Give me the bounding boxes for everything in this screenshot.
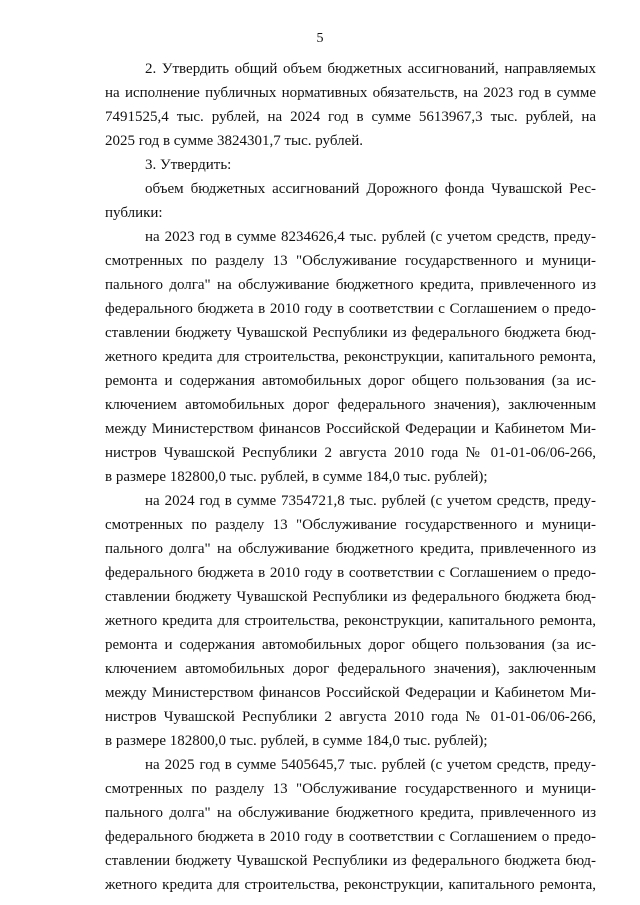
text-line: смотренных по разделу 13 "Обслуживание государственного и муници- [105, 517, 596, 533]
text-line: на 2023 год в сумме 8234626,4 тыс. рублей (с учетом средств, преду- [145, 229, 596, 245]
text-line: 2025 год в сумме 3824301,7 тыс. рублей. [105, 133, 364, 149]
text-line: нистров Чувашской Республики 2 августа 2010 года № 01-01-06/06-266, [105, 445, 596, 461]
text-line: 2. Утвердить общий объем бюджетных ассигнований, направляемых [145, 61, 596, 77]
text-line: в размере 182800,0 тыс. рублей, в сумме 184,0 тыс. рублей); [105, 469, 488, 485]
text-line: федерального бюджета в 2010 году в соответствии с Соглашением о предо- [105, 301, 596, 317]
text-line: публики: [105, 205, 163, 221]
text-line: в размере 182800,0 тыс. рублей, в сумме 184,0 тыс. рублей); [105, 733, 488, 749]
document-body [105, 57, 596, 897]
page-number: 5 [316, 31, 324, 46]
text-line: 3. Утвердить: [145, 157, 232, 173]
text-line: жетного кредита для строительства, реконструкции, капитального ремонта, [105, 877, 596, 893]
text-line: на 2024 год в сумме 7354721,8 тыс. рублей (с учетом средств, преду- [145, 493, 596, 509]
text-line: объем бюджетных ассигнований Дорожного фонда Чувашской Рес- [145, 181, 596, 197]
text-line: ключением автомобильных дорог федерального значения), заключенным [105, 397, 596, 413]
text-line: ключением автомобильных дорог федерального значения), заключенным [105, 661, 596, 677]
text-line: 7491525,4 тыс. рублей, на 2024 год в сумме 5613967,3 тыс. рублей, на [105, 109, 596, 125]
text-line: между Министерством финансов Российской Федерации и Кабинетом Ми- [105, 421, 596, 437]
text-line: ставлении бюджету Чувашской Республики из федерального бюджета бюд- [105, 853, 596, 869]
text-line: федерального бюджета в 2010 году в соответствии с Соглашением о предо- [105, 829, 596, 845]
text-line: ставлении бюджету Чувашской Республики из федерального бюджета бюд- [105, 589, 596, 605]
text-line: на 2025 год в сумме 5405645,7 тыс. рублей (с учетом средств, преду- [145, 757, 596, 773]
text-line: смотренных по разделу 13 "Обслуживание государственного и муници- [105, 253, 596, 269]
text-line: ремонта и содержания автомобильных дорог общего пользования (за ис- [105, 373, 596, 389]
text-line: федерального бюджета в 2010 году в соответствии с Соглашением о предо- [105, 565, 596, 581]
text-line: нистров Чувашской Республики 2 августа 2010 года № 01-01-06/06-266, [105, 709, 596, 725]
text-line: пального долга" на обслуживание бюджетного кредита, привлеченного из [105, 805, 596, 821]
text-line: пального долга" на обслуживание бюджетного кредита, привлеченного из [105, 277, 596, 293]
text-line: пального долга" на обслуживание бюджетного кредита, привлеченного из [105, 541, 596, 557]
text-line: жетного кредита для строительства, реконструкции, капитального ремонта, [105, 349, 596, 365]
text-line: смотренных по разделу 13 "Обслуживание государственного и муници- [105, 781, 596, 797]
text-line: ставлении бюджету Чувашской Республики из федерального бюджета бюд- [105, 325, 596, 341]
text-line: жетного кредита для строительства, реконструкции, капитального ремонта, [105, 613, 596, 629]
text-line: на исполнение публичных нормативных обязательств, на 2023 год в сумме [105, 85, 596, 101]
text-line: между Министерством финансов Российской Федерации и Кабинетом Ми- [105, 685, 596, 701]
text-line: ремонта и содержания автомобильных дорог общего пользования (за ис- [105, 637, 596, 653]
